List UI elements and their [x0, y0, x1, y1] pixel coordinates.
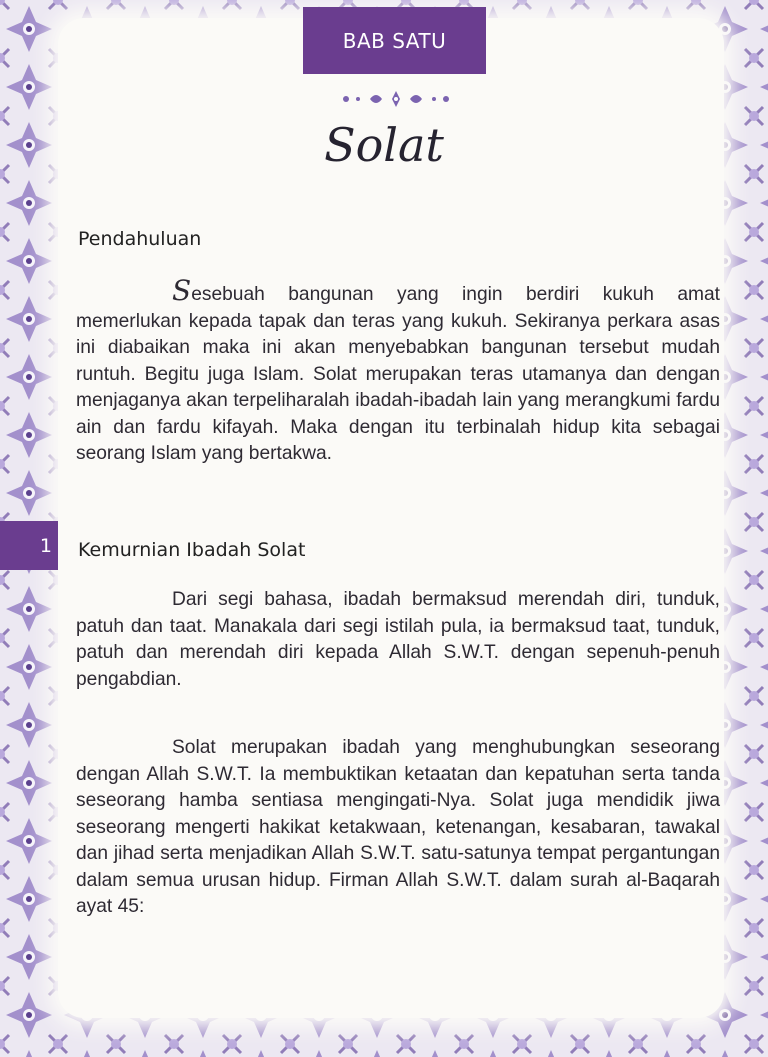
floral-divider-icon: [336, 90, 456, 108]
paragraph-ibadah-definition: [76, 587, 720, 693]
paragraph-intro: [76, 274, 720, 468]
dropcap-letter: S: [172, 274, 192, 307]
section-heading-pendahuluan: Pendahuluan: [78, 228, 202, 250]
page-number-tab: [0, 521, 58, 570]
paragraph-solat-meaning: [76, 735, 720, 921]
paragraph-text: Solat merupakan ibadah yang menghubungkan seseorang dengan Allah S.W.T. Ia membuktikan ketaatan dan kepatuhan serta tanda seseorang hamba sentiasa mengingati-Nya. Solat juga mendidik jiwa seseorang mengerti hakikat ketakwaan, ketenangan, kesabaran, tawakal dan jihad serta menjadikan Allah S.W.T. satu-satunya tempat pergantungan dalam semua urusan hidup. Firman Allah S.W.T. dalam surah al-Baqarah ayat 45:: [76, 737, 720, 917]
chapter-label: BAB SATU: [342, 28, 447, 53]
section-heading-kemurnian: Kemurnian Ibadah Solat: [78, 539, 306, 561]
paragraph-text: esebuah bangunan yang ingin berdiri kukuh amat memerlukan kepada tapak dan teras yang kukuh. Sekiranya perkara asas ini diabaikan maka ini akan menyebabkan bangunan tersebut mudah runtuh. Begitu juga Islam. Solat merupakan teras utamanya dan dengan menjaganya akan terpeliharalah ibadah-ibadah lain yang merangkumi fardu ain dan fardu kifayah. Maka dengan itu terbinalah hidup kita sebagai seorang Islam yang bertakwa.: [76, 284, 720, 464]
chapter-label-tab: [303, 7, 486, 74]
paragraph-text: Dari segi bahasa, ibadah bermaksud merendah diri, tunduk, patuh dan taat. Manakala dari segi istilah pula, ia bermaksud taat, tunduk, patuh dan merendah diri kepada Allah S.W.T. dengan sepenuh-penuh pengabdian.: [76, 589, 720, 690]
page-number: 1: [39, 534, 52, 557]
chapter-title: Solat: [324, 118, 444, 172]
